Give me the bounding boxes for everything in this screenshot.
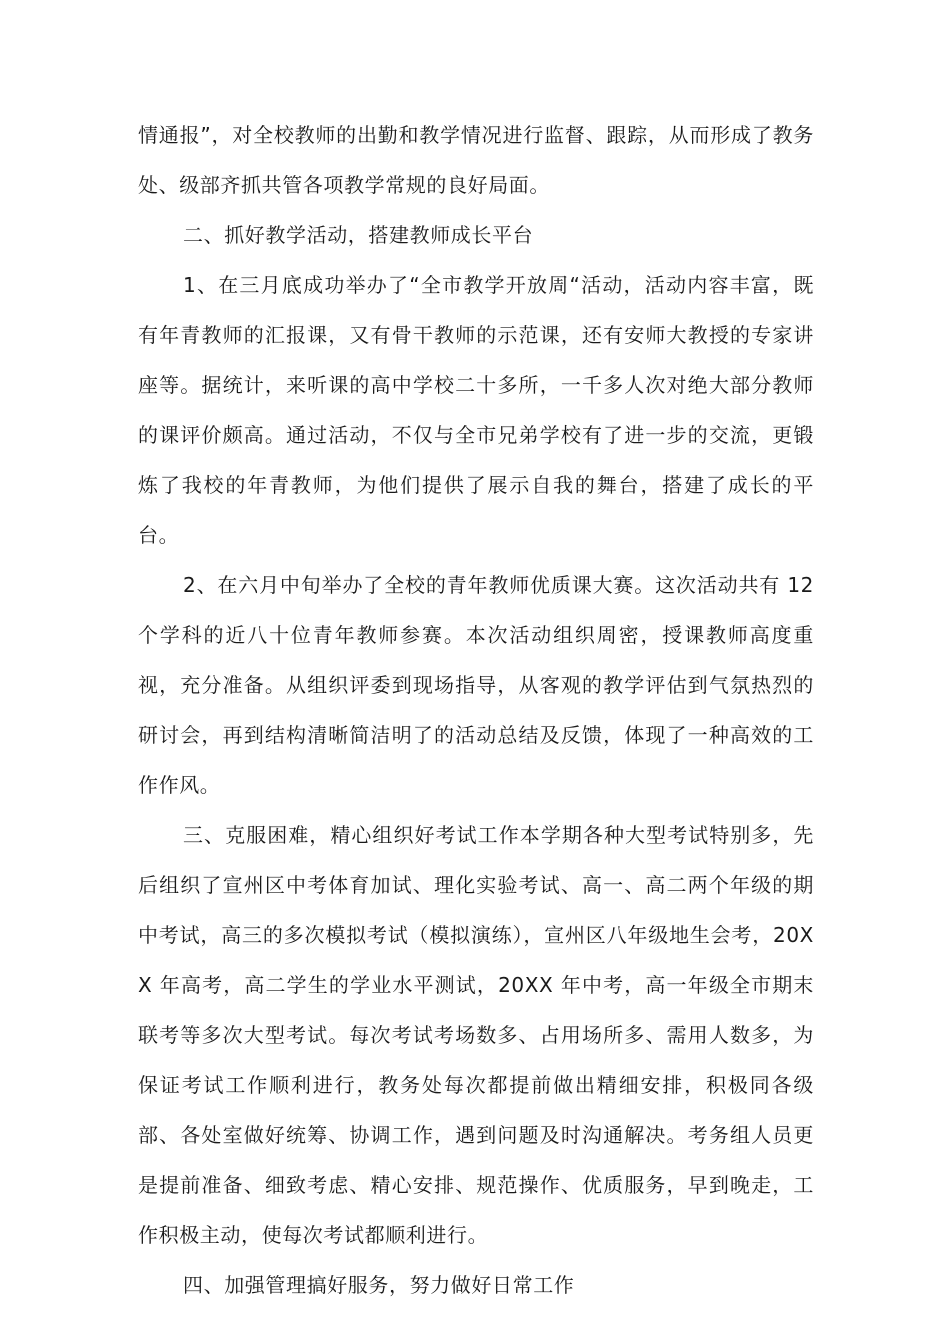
paragraph-continuation: 情通报”，对全校教师的出勤和教学情况进行监督、跟踪，从而形成了教务处、级部齐抓共管各项教学常规的良好局面。 <box>138 123 814 197</box>
section-heading-four: 四、加强管理搞好服务，努力做好日常工作 <box>183 1273 575 1297</box>
document-body <box>138 110 814 1310</box>
paragraph-item-two: 2、在六月中旬举办了全校的青年教师优质课大赛。这次活动共有 12 个学科的近八十位青年教师参赛。本次活动组织周密，授课教师高度重视，充分准备。从组织评委到现场指导，从客观的教学评估到气氛热烈的研讨会，再到结构清晰简洁明了的活动总结及反馈，体现了一种高效的工作作风。 <box>138 573 814 797</box>
paragraph-item-one: 1、在三月底成功举办了“全市教学开放周“活动，活动内容丰富，既有年青教师的汇报课，又有骨干教师的示范课，还有安师大教授的专家讲座等。据统计，来听课的高中学校二十多所，一千多人次对绝大部分教师的课评价颇高。通过活动，不仅与全市兄弟学校有了进一步的交流，更锻炼了我校的年青教师，为他们提供了展示自我的舞台，搭建了成长的平台。 <box>138 273 814 547</box>
section-heading-two: 二、抓好教学活动，搭建教师成长平台 <box>183 223 534 247</box>
section-three-paragraph: 三、克服困难，精心组织好考试工作本学期各种大型考试特别多，先后组织了宣州区中考体育加试、理化实验考试、高一、高二两个年级的期中考试，高三的多次模拟考试（模拟演练），宣州区八年级地生会考，20XX 年高考，高二学生的学业水平测试，20XX 年中考，高一年级全市期末联考等多次大型考试。每次考试考场数多、占用场所多、需用人数多，为保证考试工作顺利进行，教务处每次都提前做出精细安排，积极同各级部、各处室做好统筹、协调工作，遇到问题及时沟通解决。考务组人员更是提前准备、细致考虑、精心安排、规范操作、优质服务，早到晚走，工作积极主动，使每次考试都顺利进行。 <box>138 823 814 1247</box>
